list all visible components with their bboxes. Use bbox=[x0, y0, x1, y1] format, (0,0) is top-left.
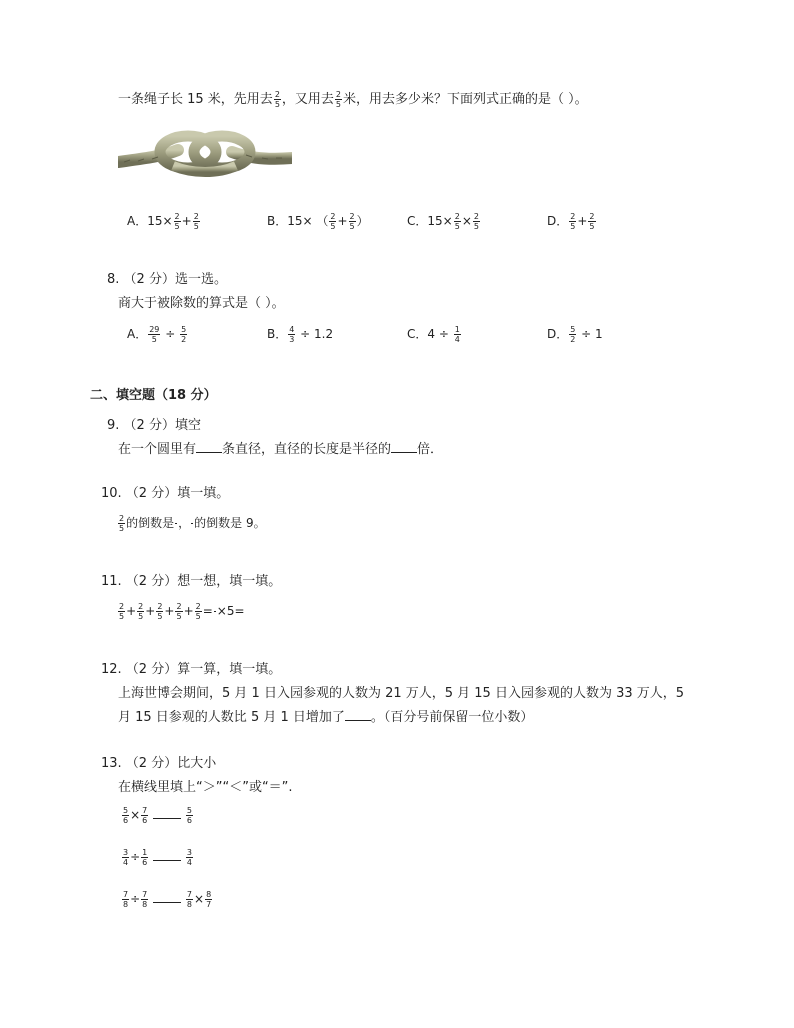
q8-option-b[interactable]: B． $\frac{4}{3}$ ÷ 1.2 bbox=[267, 325, 334, 344]
answer-blank[interactable] bbox=[345, 708, 371, 721]
fraction: $\frac{5}{2}$ bbox=[181, 325, 187, 344]
q7-stem: 一条绳子长 15 米，先用去 $\frac{2}{5}$ ，又用去 $\frac{2}{5}$ 米，用去多少米？下面列式正确的是（ ）。 bbox=[118, 90, 588, 109]
fraction: $\frac{1}{6}$ bbox=[142, 848, 148, 867]
q11-header: 11. （2 分）想一想，填一填。 bbox=[101, 574, 282, 589]
q9-header: 9. （2 分）填空 bbox=[107, 418, 201, 433]
q7-option-c[interactable]: C．15× $\frac{2}{5}$ × $\frac{2}{5}$ bbox=[407, 212, 479, 231]
q11-expression: $\frac{2}{5}$ + $\frac{2}{5}$ + $\frac{2}{5}$ + $\frac{2}{5}$ + $\frac{2}{5}$ = ×5= bbox=[119, 602, 245, 621]
answer-blank[interactable] bbox=[391, 440, 417, 453]
compare-row-2: $\frac{3}{4}$ ÷ $\frac{1}{6}$ $\frac{3}{4}$ bbox=[123, 848, 192, 867]
fraction: $\frac{7}{8}$ bbox=[123, 890, 129, 909]
q12-line2: 月 15 日参观的人数比 5 月 1 日增加了 。（百分号前保留一位小数） bbox=[118, 710, 534, 725]
fraction: $\frac{29}{5}$ bbox=[149, 325, 160, 344]
fraction: $\frac{2}{5}$ bbox=[454, 212, 460, 231]
q7-option-b[interactable]: B．15× （ $\frac{2}{5}$ + $\frac{2}{5}$ ） bbox=[267, 212, 369, 231]
q8-header: 8. （2 分）选一选。 bbox=[107, 272, 227, 287]
fraction: $\frac{3}{4}$ bbox=[123, 848, 129, 867]
section-title: 二、填空题（18 分） bbox=[90, 388, 217, 403]
q8-option-a[interactable]: A． $\frac{29}{5}$ ÷ $\frac{5}{2}$ bbox=[127, 325, 187, 344]
compare-row-3: $\frac{7}{8}$ ÷ $\frac{7}{8}$ $\frac{7}{8}$ × $\frac{8}{7}$ bbox=[123, 890, 212, 909]
fraction: $\frac{2}{5}$ bbox=[138, 602, 144, 621]
fraction: $\frac{2}{5}$ bbox=[119, 602, 125, 621]
q9-text: 在一个圆里有 条直径，直径的长度是半径的 倍． bbox=[118, 442, 444, 457]
fraction: $\frac{2}{5}$ bbox=[195, 602, 201, 621]
q13-header: 13. （2 分）比大小 bbox=[101, 756, 217, 771]
fraction: $\frac{2}{5}$ bbox=[349, 212, 355, 231]
fraction: $\frac{2}{5}$ bbox=[330, 212, 336, 231]
fraction: $\frac{2}{5}$ bbox=[193, 212, 199, 231]
q13-instruction: 在横线里填上“＞”“＜”或“＝”. bbox=[118, 780, 293, 795]
fraction: $\frac{3}{4}$ bbox=[186, 848, 192, 867]
q8-option-d[interactable]: D． $\frac{5}{2}$ ÷ 1 bbox=[547, 325, 603, 344]
fraction: $\frac{1}{4}$ bbox=[454, 325, 460, 344]
q12-line1: 上海世博会期间，5 月 1 日入园参观的人数为 21 万人，5 月 15 日入园参观的人数为 33 万人，5 bbox=[118, 686, 685, 701]
fraction: $\frac{2}{5}$ bbox=[119, 514, 125, 533]
fraction: $\frac{2}{5}$ bbox=[589, 212, 595, 231]
answer-blank[interactable] bbox=[153, 806, 181, 819]
fraction: $\frac{2}{5}$ bbox=[176, 602, 182, 621]
fraction: $\frac{2}{5}$ bbox=[157, 602, 163, 621]
answer-fraction-blank[interactable] bbox=[214, 611, 216, 612]
fraction: $\frac{5}{6}$ bbox=[123, 806, 129, 825]
q10-text: $\frac{2}{5}$ 的倒数是 ， 的倒数是 9。 bbox=[119, 514, 266, 533]
q10-header: 10. （2 分）填一填。 bbox=[101, 486, 230, 501]
fraction: $\frac{4}{3}$ bbox=[289, 325, 295, 344]
answer-blank[interactable] bbox=[153, 890, 181, 903]
fraction: $\frac{2}{5}$ bbox=[570, 212, 576, 231]
fraction: $\frac{5}{2}$ bbox=[570, 325, 576, 344]
answer-fraction-blank[interactable] bbox=[191, 523, 193, 524]
answer-blank[interactable] bbox=[153, 848, 181, 861]
fraction: $\frac{7}{6}$ bbox=[142, 806, 148, 825]
rope-knot-image bbox=[118, 128, 292, 180]
answer-blank[interactable] bbox=[196, 440, 222, 453]
fraction: $\frac{2}{5}$ bbox=[274, 90, 280, 109]
fraction: $\frac{2}{5}$ bbox=[473, 212, 479, 231]
answer-fraction-blank[interactable] bbox=[175, 523, 177, 524]
fraction: $\frac{7}{8}$ bbox=[142, 890, 148, 909]
q7-option-a[interactable]: A．15× $\frac{2}{5}$ + $\frac{2}{5}$ bbox=[127, 212, 199, 231]
compare-row-1: $\frac{5}{6}$ × $\frac{7}{6}$ $\frac{5}{6}$ bbox=[123, 806, 192, 825]
q7-option-d[interactable]: D． $\frac{2}{5}$ + $\frac{2}{5}$ bbox=[547, 212, 595, 231]
fraction: $\frac{2}{5}$ bbox=[335, 90, 342, 109]
q8-stem: 商大于被除数的算式是（ ）。 bbox=[118, 296, 285, 311]
fraction: $\frac{2}{5}$ bbox=[174, 212, 180, 231]
fraction: $\frac{7}{8}$ bbox=[186, 890, 192, 909]
q12-header: 12. （2 分）算一算，填一填。 bbox=[101, 662, 282, 677]
fraction: $\frac{5}{6}$ bbox=[186, 806, 192, 825]
q8-option-c[interactable]: C．4 ÷ $\frac{1}{4}$ bbox=[407, 325, 460, 344]
fraction: $\frac{8}{7}$ bbox=[206, 890, 212, 909]
